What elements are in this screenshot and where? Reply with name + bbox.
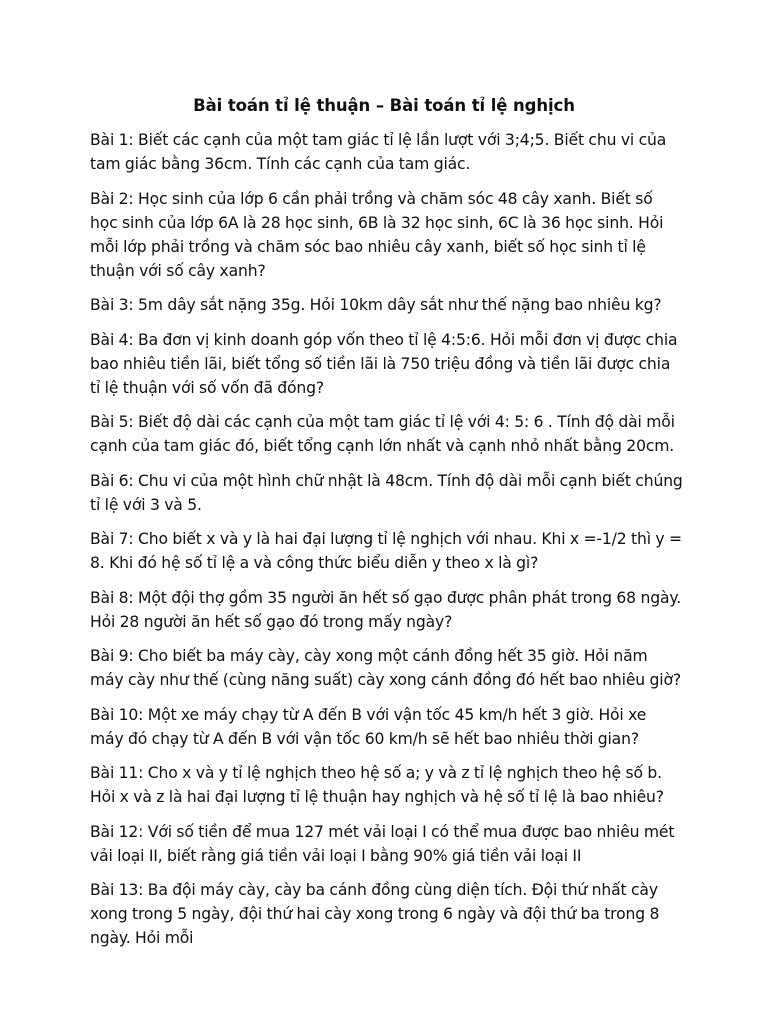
problem-2: Bài 2: Học sinh của lớp 6 cần phải trồng và chăm sóc 48 cây xanh. Biết số học sinh của lớp 6A là 28 học sinh, 6B là 32 học sinh, 6C là 36 học sinh. Hỏi mỗi lớp phải trồng và chăm sóc bao nhiêu cây xanh, biết số học sinh tỉ lệ thuận với số cây xanh? [90, 189, 664, 280]
problem-10: Bài 10: Một xe máy chạy từ A đến B với vận tốc 45 km/h hết 3 giờ. Hỏi xe máy đó chạy từ A đến B với vận tốc 60 km/h sẽ hết bao nhiêu thời gian? [90, 705, 647, 748]
problem-12: Bài 12: Với số tiền để mua 127 mét vải loại I có thể mua được bao nhiêu mét vải loại II, biết rằng giá tiền vải loại I bằng 90% giá tiền vải loại II [90, 822, 675, 865]
problem-8: Bài 8: Một đội thợ gồm 35 người ăn hết số gạo được phân phát trong 68 ngày. Hỏi 28 người ăn hết số gạo đó trong mấy ngày? [90, 588, 682, 631]
document-title: Bài toán tỉ lệ thuận – Bài toán tỉ lệ nghịch [193, 96, 575, 115]
problem-5: Bài 5: Biết độ dài các cạnh của một tam giác tỉ lệ với 4: 5: 6 . Tính độ dài mỗi cạnh của tam giác đó, biết tổng cạnh lớn nhất và cạnh nhỏ nhất bằng 20cm. [90, 413, 675, 455]
problem-1: Bài 1: Biết các cạnh của một tam giác tỉ lệ lần lượt với 3;4;5. Biết chu vi của tam giác bằng 36cm. Tính các cạnh của tam giác. [90, 131, 667, 173]
problem-9: Bài 9: Cho biết ba máy cày, cày xong một cánh đồng hết 35 giờ. Hỏi năm máy cày như thế (cùng năng suất) cày xong cánh đồng đó hết bao nhiêu giờ? [90, 647, 681, 689]
problem-6: Bài 6: Chu vi của một hình chữ nhật là 48cm. Tính độ dài mỗi cạnh biết chúng tỉ lệ với 3 và 5. [90, 471, 683, 514]
problem-13: Bài 13: Ba đội máy cày, cày ba cánh đồng cùng diện tích. Đội thứ nhất cày xong trong 5 ngày, đội thứ hai cày xong trong 6 ngày và đội thứ ba trong 8 ngày. Hỏi mỗi [90, 881, 660, 947]
problem-7: Bài 7: Cho biết x và y là hai đại lượng tỉ lệ nghịch với nhau. Khi x =-1/2 thì y = 8. Khi đó hệ số tỉ lệ a và công thức biểu diễn y theo x là gì? [90, 530, 682, 572]
problem-11: Bài 11: Cho x và y tỉ lệ nghịch theo hệ số a; y và z tỉ lệ nghịch theo hệ số b. Hỏi x và z là hai đại lượng tỉ lệ thuận hay nghịch và hệ số tỉ lệ là bao nhiêu? [90, 764, 664, 806]
problem-list [90, 128, 684, 961]
problem-3: Bài 3: 5m dây sắt nặng 35g. Hỏi 10km dây sắt như thế nặng bao nhiêu kg? [90, 296, 662, 314]
problem-4: Bài 4: Ba đơn vị kinh doanh góp vốn theo tỉ lệ 4:5:6. Hỏi mỗi đơn vị được chia bao nhiêu tiền lãi, biết tổng số tiền lãi là 750 triệu đồng và tiền lãi được chia tỉ lệ thuận với số vốn đã đóng? [90, 330, 678, 397]
